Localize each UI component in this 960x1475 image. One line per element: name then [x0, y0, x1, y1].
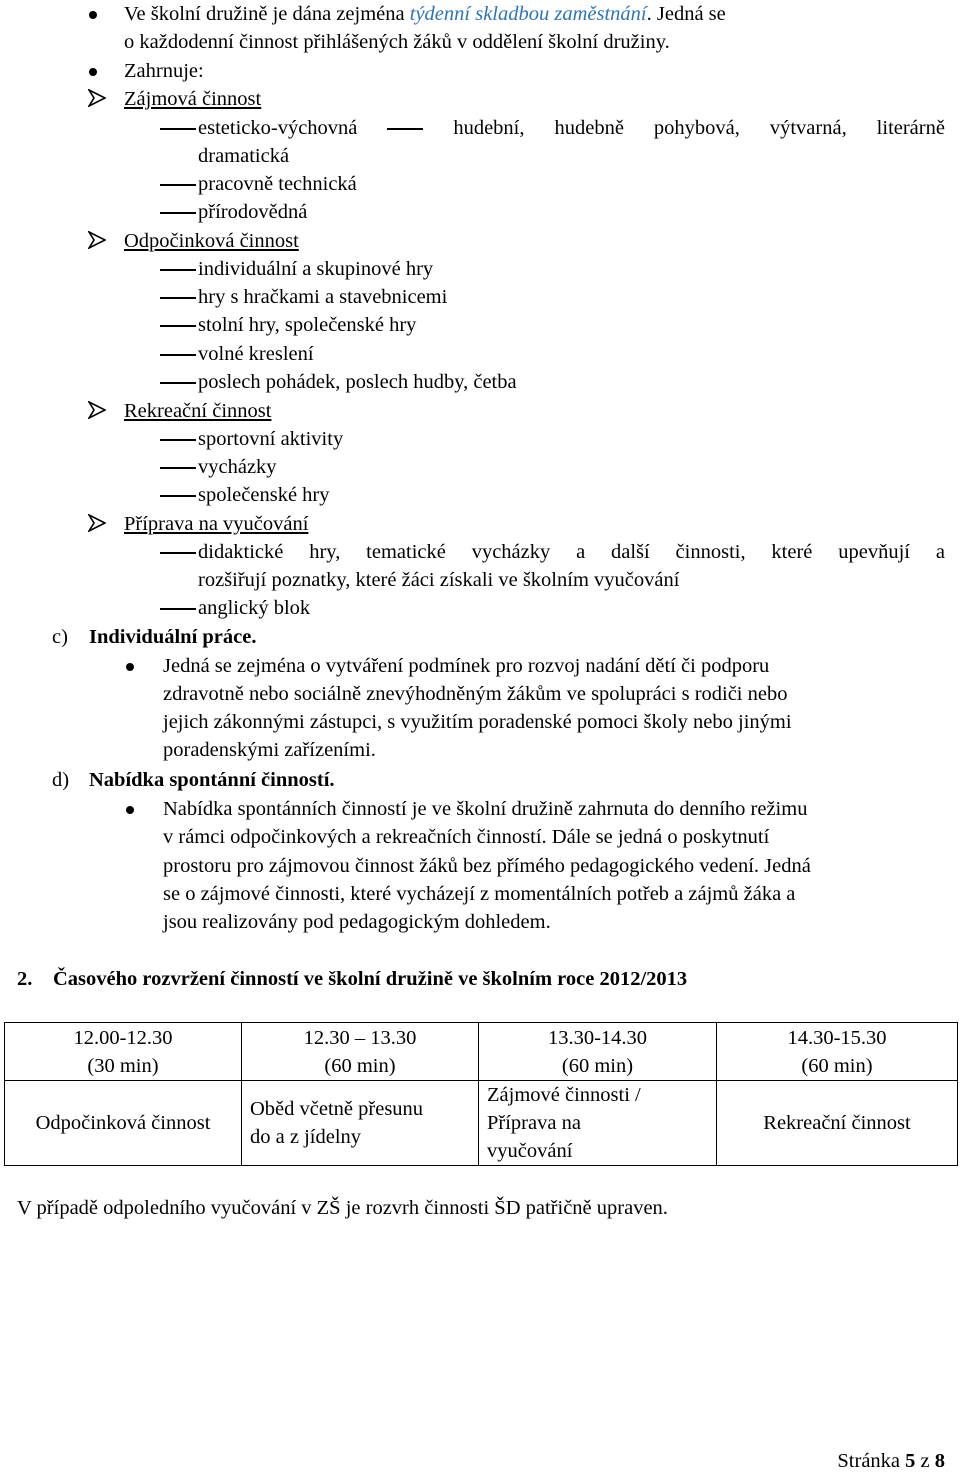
- category-title: Odpočinková činnost: [124, 230, 299, 252]
- section-c-title: Individuální práce.: [89, 626, 257, 648]
- section-d-line: prostoru pro zájmovou činnost žáků bez přímého pedagogického vedení. Jedná: [163, 855, 811, 877]
- activity-item: anglický blok: [198, 597, 311, 619]
- footer-current-page: 5: [905, 1450, 916, 1472]
- activity-cell: [479, 1081, 717, 1166]
- schedule-table: [4, 1022, 958, 1166]
- activity-cell: [5, 1081, 242, 1166]
- intro-text-a: Ve školní družině je dána zejména: [124, 3, 405, 25]
- time-cell: [242, 1023, 479, 1081]
- dash-icon: [160, 269, 196, 271]
- intro-line-1: [124, 0, 945, 28]
- bullet-icon: [89, 11, 97, 19]
- activity-label: Oběd včetně přesunu: [250, 1098, 424, 1120]
- dash-icon: [160, 325, 196, 327]
- dash-icon: [160, 495, 196, 497]
- arrow-bullet-icon: [88, 514, 106, 532]
- section-d-line: Nabídka spontánních činností je ve školní družině zahrnuta do denního režimu: [163, 798, 808, 820]
- activity-label: Zájmové činnosti /: [487, 1084, 641, 1106]
- page-footer: [837, 1447, 945, 1475]
- dash-icon: [160, 608, 196, 610]
- section-c-line: jejich zákonnými zástupci, s využitím poradenské pomoci školy nebo jinými: [163, 711, 792, 733]
- intro-word-group: [124, 0, 726, 28]
- dash-icon: [160, 128, 196, 130]
- schedule-note: V případě odpoledního vyučování v ZŠ je rozvrh činnosti ŠD patřičně upraven.: [17, 1197, 668, 1219]
- activity-label: Odpočinková činnost: [35, 1112, 211, 1134]
- time-cell: [479, 1023, 717, 1081]
- activity-item: hry s hračkami a stavebnicemi: [198, 286, 448, 308]
- time-range: 12.00-12.30: [73, 1026, 173, 1049]
- activity-item-cont: dramatická: [198, 145, 290, 167]
- category-title: Příprava na vyučování: [124, 513, 309, 535]
- activity-item: pracovně technická: [198, 173, 357, 195]
- activity-cell: [242, 1081, 479, 1166]
- bullet-icon: [126, 663, 134, 671]
- time-range: 13.30-14.30: [547, 1026, 648, 1049]
- time-cell: [5, 1023, 242, 1081]
- arrow-bullet-icon: [88, 231, 106, 249]
- time-duration: (60 min): [561, 1054, 634, 1077]
- category-title: Zájmová činnost: [124, 88, 262, 110]
- section-c-marker: c): [52, 626, 68, 648]
- time-duration: (30 min): [87, 1054, 159, 1077]
- heading-text: Časového rozvržení činností ve školní družině ve školním roce 2012/2013: [53, 968, 688, 990]
- activity-item: didaktické hry, tematické vycházky a další činnosti, které upevňují a: [198, 541, 945, 563]
- activity-item: poslech pohádek, poslech hudby, četba: [198, 371, 517, 393]
- bullet-icon: [126, 806, 134, 814]
- section-d-line: jsou realizovány pod pedagogickým dohledem.: [163, 911, 551, 933]
- activity-cell: [717, 1081, 958, 1166]
- dash-icon: [160, 297, 196, 299]
- section-c-line: poradenskými zařízeními.: [163, 739, 376, 761]
- dash-icon: [160, 382, 196, 384]
- time-duration: (60 min): [801, 1054, 873, 1077]
- includes-label: Zahrnuje:: [124, 60, 204, 82]
- section-d-title: Nabídka spontánní činností.: [89, 769, 335, 791]
- dash-icon: [160, 184, 196, 186]
- week-schedule-link[interactable]: týdenní skladbou zaměstnání: [409, 3, 647, 25]
- table-row: [5, 1023, 958, 1081]
- time-range: 14.30-15.30: [787, 1026, 887, 1049]
- arrow-bullet-icon: [88, 401, 106, 419]
- table-row: [5, 1081, 958, 1166]
- activity-item: individuální a skupinové hry: [198, 258, 434, 280]
- dash-icon: [160, 354, 196, 356]
- footer-prefix: Stránka: [837, 1450, 901, 1472]
- activity-item-cont: rozšiřují poznatky, které žáci získali ve školním vyučování: [198, 569, 680, 591]
- intro-text-b: . Jedná se: [646, 3, 726, 25]
- time-range: 12.30 – 13.30: [303, 1026, 417, 1049]
- dash-icon: [160, 552, 196, 554]
- section-d-line: v rámci odpočinkových a rekreačních činností. Dále se jedná o poskytnutí: [163, 826, 770, 848]
- activity-item: esteticko-výchovná hudební, hudebně pohybová, výtvarná, literárně: [198, 117, 945, 139]
- time-cell: [717, 1023, 958, 1081]
- footer-separator: z: [920, 1450, 930, 1472]
- activity-label: Příprava na: [487, 1112, 581, 1134]
- dash-icon: [160, 212, 196, 214]
- category-title: Rekreační činnost: [124, 400, 272, 422]
- activity-label: do a z jídelny: [250, 1126, 362, 1148]
- activity-item: přírodovědná: [198, 201, 308, 223]
- footer-total-pages: 8: [934, 1450, 945, 1472]
- activity-label: vyučování: [487, 1140, 573, 1162]
- activity-item: vycházky: [198, 456, 277, 478]
- dash-icon: [160, 467, 196, 469]
- section-d-line: se o zájmové činnosti, které vycházejí z momentálních potřeb a zájmů žáka a: [163, 883, 796, 905]
- activity-item: sportovní aktivity: [198, 428, 344, 450]
- heading-number: 2.: [17, 968, 33, 990]
- bullet-icon: [89, 68, 97, 76]
- dash-icon: [160, 439, 196, 441]
- section-c-line: Jedná se zejména o vytváření podmínek pro rozvoj nadání dětí či podporu: [163, 655, 770, 677]
- time-duration: (60 min): [324, 1054, 396, 1077]
- intro-line-2: o každodenní činnost přihlášených žáků v oddělení školní družiny.: [124, 31, 670, 53]
- section-d-marker: d): [52, 769, 70, 791]
- section-c-line: zdravotně nebo sociálně znevýhodněným žákům ve spolupráci s rodiči nebo: [163, 683, 788, 705]
- arrow-bullet-icon: [88, 89, 106, 107]
- activity-item: stolní hry, společenské hry: [198, 314, 417, 336]
- activity-item: volné kreslení: [198, 343, 314, 365]
- activity-item: společenské hry: [198, 484, 330, 506]
- activity-label: Rekreační činnost: [763, 1112, 911, 1134]
